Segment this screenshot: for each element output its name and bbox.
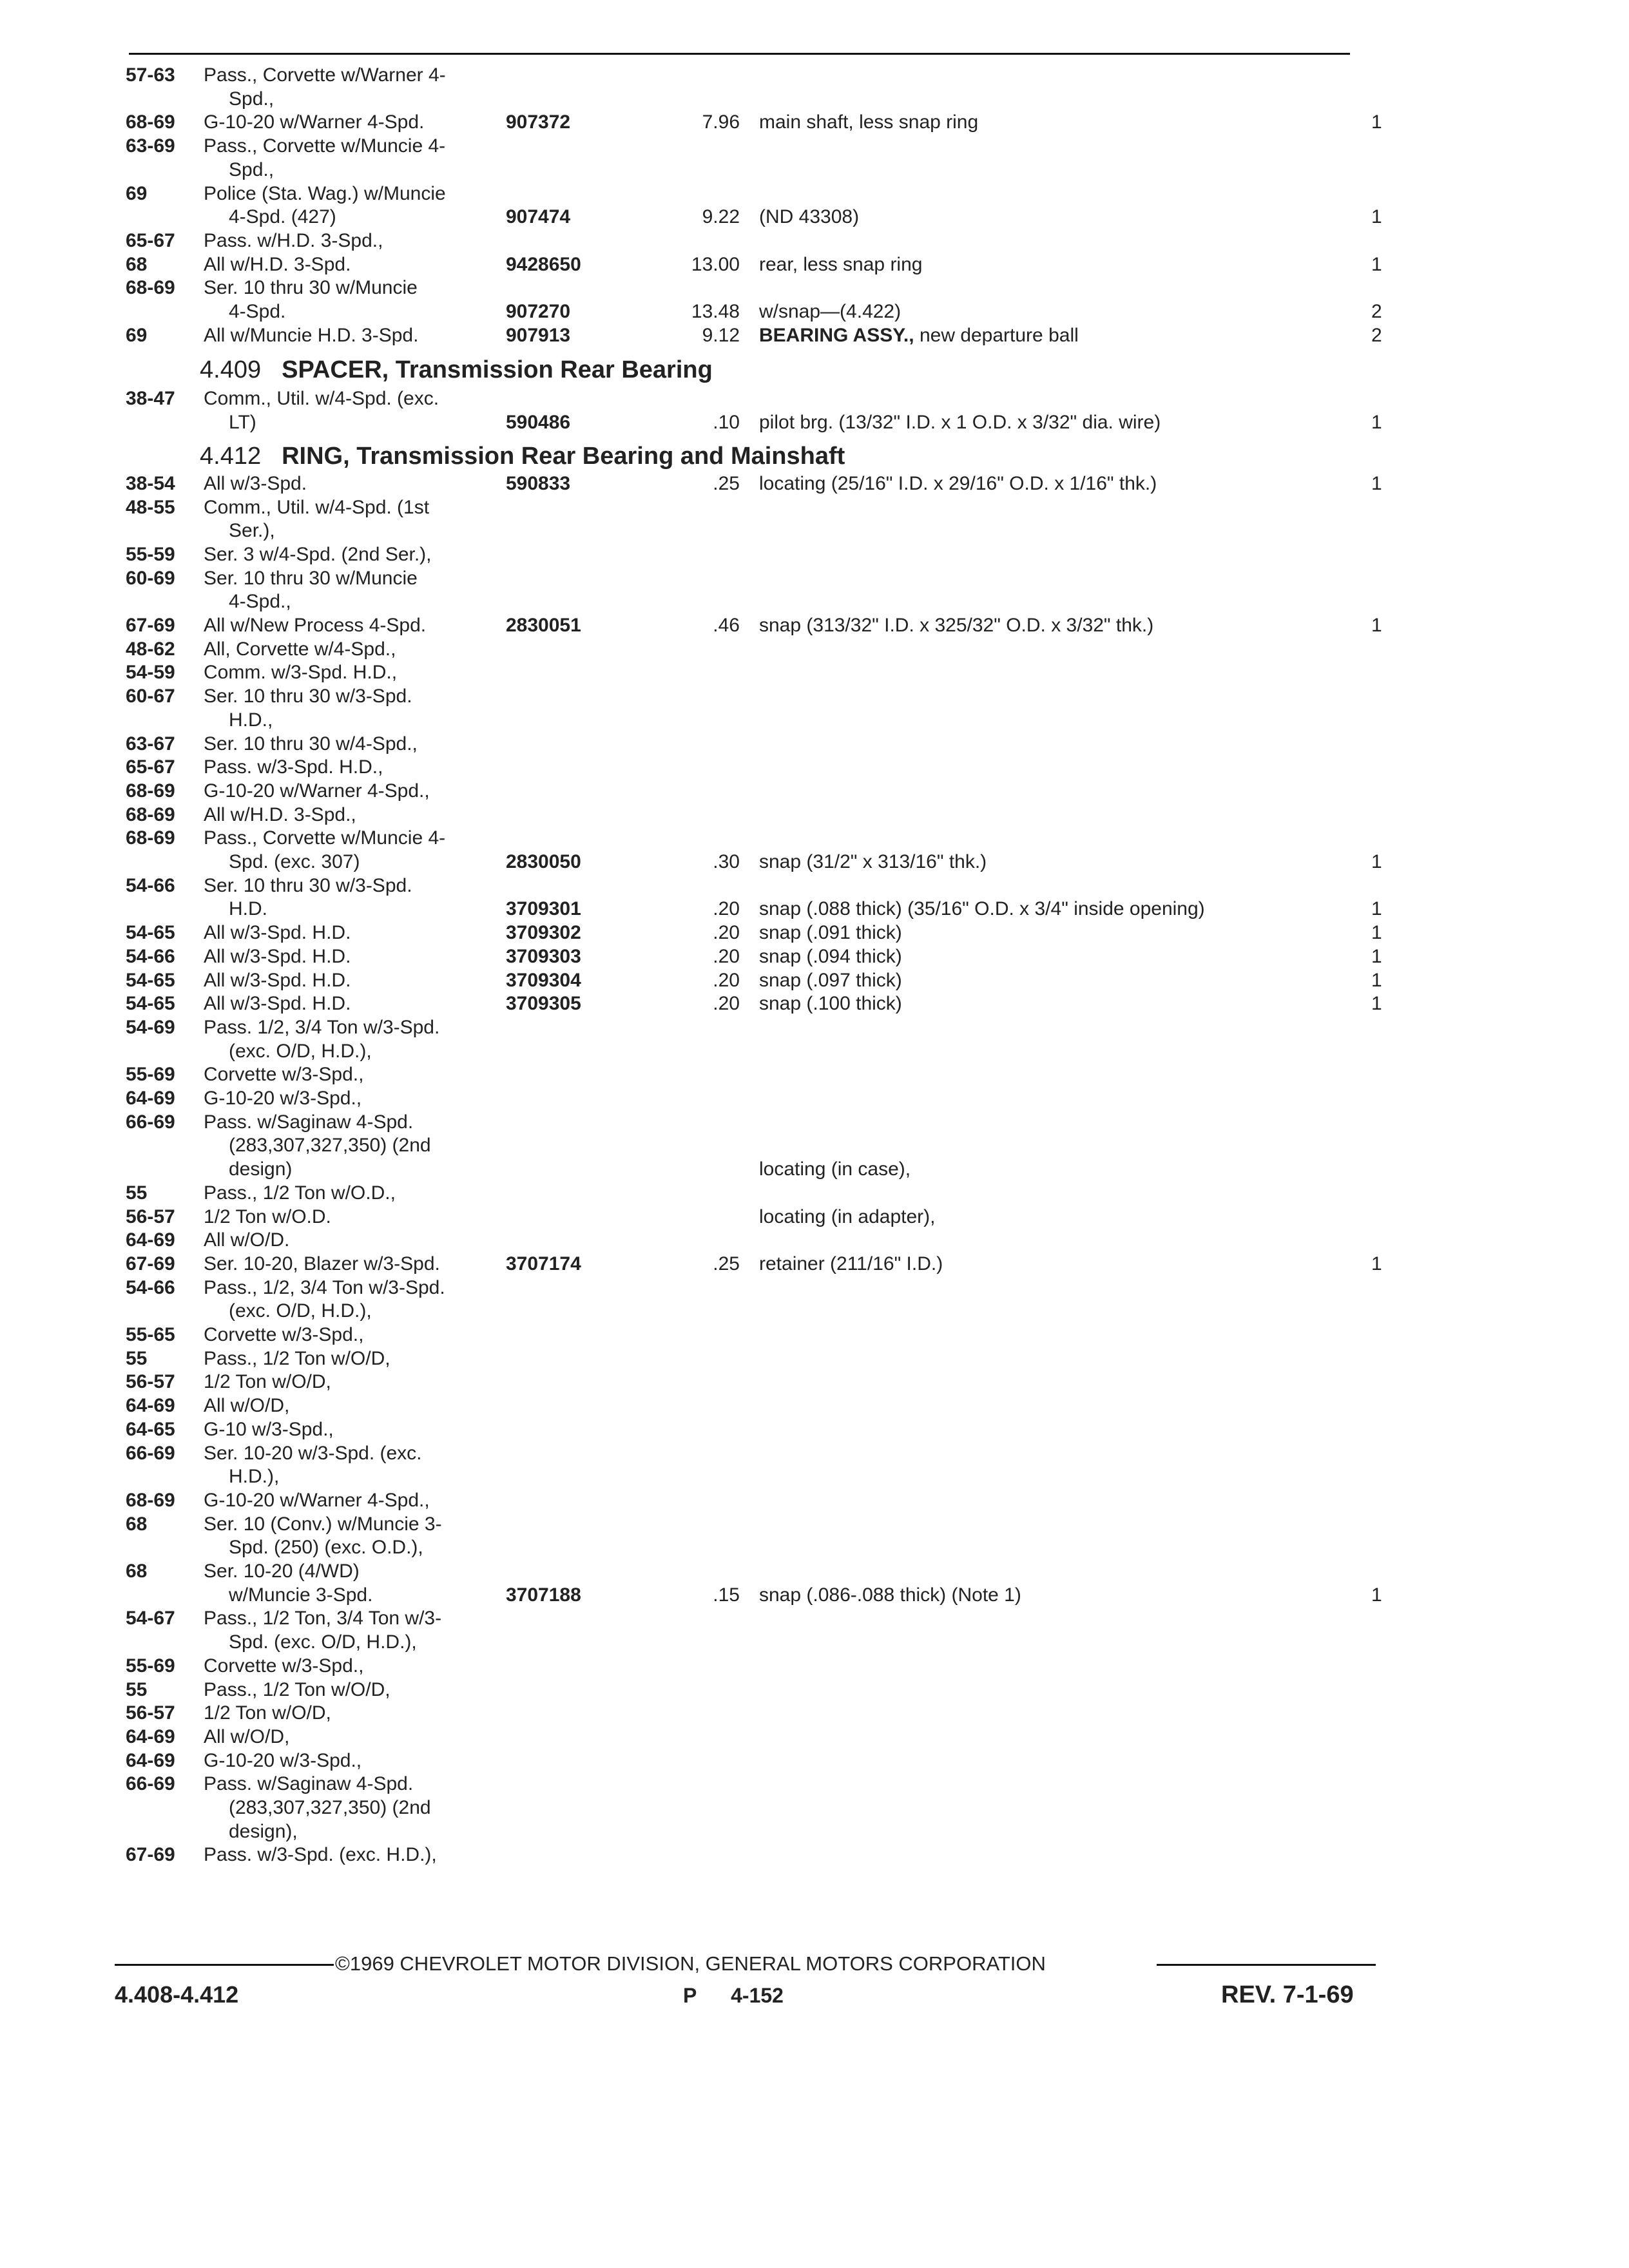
application-text: Pass. w/3-Spd. H.D., [204, 756, 383, 778]
year-range: 66-69 [126, 1442, 175, 1464]
table-row [0, 945, 1629, 968]
description-text: locating (25/16" I.D. x 29/16" O.D. x 1/16" thk.) [759, 472, 1157, 494]
application-text: All w/H.D. 3-Spd., [204, 803, 356, 825]
top-rule [129, 53, 1350, 55]
table-row [0, 779, 1629, 803]
description [759, 968, 902, 992]
part-number: 3707188 [506, 1584, 581, 1606]
year-range: 54-66 [126, 1276, 175, 1298]
table-row [0, 1820, 1629, 1843]
quantity: 1 [1371, 111, 1382, 133]
table-row [0, 590, 1629, 613]
price: 9.22 [702, 206, 740, 228]
description [759, 110, 978, 134]
year-range: 54-59 [126, 662, 175, 684]
section-number: 4.412 [200, 442, 262, 470]
application-text: Ser. 10 thru 30 w/3-Spd. [204, 686, 412, 707]
application-text: All w/H.D. 3-Spd. [204, 253, 351, 275]
year-range: 65-67 [126, 229, 175, 251]
year-range: 54-67 [126, 1608, 175, 1629]
table-row [0, 566, 1629, 590]
application-text: Comm., Util. w/4-Spd. (1st [204, 496, 430, 518]
price: 7.96 [702, 111, 740, 133]
part-number: 3707174 [506, 1253, 581, 1274]
description-text: snap (.097 thick) [759, 969, 902, 991]
application-text: LT) [229, 412, 256, 434]
table-row [0, 1441, 1629, 1465]
table-row [0, 1583, 1629, 1607]
table-row [0, 1606, 1629, 1630]
table-row [0, 921, 1629, 945]
year-range: 55 [126, 1678, 148, 1700]
application-text: Pass., 1/2 Ton w/O/D, [204, 1347, 390, 1369]
price: 9.12 [702, 324, 740, 346]
application-text: Spd. (250) (exc. O.D.), [229, 1537, 423, 1559]
table-row [0, 1796, 1629, 1820]
price: .10 [713, 412, 740, 434]
table-row [0, 1535, 1629, 1559]
table-row [0, 637, 1629, 661]
table-row [0, 1701, 1629, 1725]
section-title: RING, Transmission Rear Bearing and Mainshaft [282, 442, 845, 470]
application-text: (exc. O/D, H.D.), [229, 1300, 372, 1322]
description [759, 945, 902, 968]
year-range: 68-69 [126, 803, 175, 825]
table-row [0, 1678, 1629, 1702]
description [759, 472, 1157, 495]
description-text: locating (in adapter), [759, 1206, 936, 1227]
table-row [0, 1370, 1629, 1394]
price: .20 [713, 993, 740, 1015]
description [759, 410, 1161, 434]
application-text: Pass., Corvette w/Warner 4- [204, 64, 446, 86]
application-text: All w/O/D, [204, 1395, 290, 1417]
application-text: Pass., 1/2 Ton, 3/4 Ton w/3- [204, 1608, 442, 1629]
footer-rule-left [115, 1964, 334, 1966]
application-text: G-10-20 w/Warner 4-Spd. [204, 111, 425, 133]
footer-rule-right [1157, 1964, 1376, 1966]
application-text: Pass., 1/2 Ton w/O.D., [204, 1182, 396, 1204]
table-row [0, 410, 1629, 434]
quantity: 1 [1371, 945, 1382, 967]
table-row [0, 708, 1629, 732]
year-range: 63-67 [126, 733, 175, 754]
description-text: snap (31/2" x 313/16" thk.) [759, 851, 987, 872]
price: .20 [713, 969, 740, 991]
description-text: (ND 43308) [759, 206, 860, 228]
application-text: Corvette w/3-Spd., [204, 1324, 364, 1345]
year-range: 56-57 [126, 1206, 175, 1227]
application-text: All w/3-Spd. H.D. [204, 945, 351, 967]
copyright-text: ©1969 CHEVROLET MOTOR DIVISION, GENERAL MOTORS CORPORATION [335, 1952, 1046, 1975]
table-row [0, 1157, 1629, 1181]
application-text: All w/New Process 4-Spd. [204, 615, 427, 636]
table-row [0, 1039, 1629, 1063]
application-text: (283,307,327,350) (2nd [229, 1135, 431, 1157]
application-text: G-10-20 w/Warner 4-Spd., [204, 1489, 430, 1511]
year-range: 69 [126, 182, 148, 204]
year-range: 54-65 [126, 922, 175, 944]
description-text: new departure ball [914, 324, 1079, 346]
application-text: Pass., Corvette w/Muncie 4- [204, 827, 446, 849]
table-row [0, 1654, 1629, 1678]
description-text: snap (.091 thick) [759, 922, 902, 944]
description-bold: BEARING ASSY., [759, 324, 914, 346]
price: 13.48 [691, 301, 740, 322]
part-number: 3709302 [506, 922, 581, 944]
year-range: 60-67 [126, 686, 175, 707]
table-row [0, 1228, 1629, 1252]
table-row [0, 110, 1629, 134]
application-text: G-10-20 w/3-Spd., [204, 1088, 362, 1109]
table-row [0, 1843, 1629, 1867]
application-text: All w/3-Spd. H.D. [204, 993, 351, 1015]
description-text: retainer (211/16" I.D.) [759, 1253, 943, 1274]
year-range: 55 [126, 1182, 148, 1204]
year-range: 54-66 [126, 945, 175, 967]
year-range: 48-55 [126, 496, 175, 518]
table-row [0, 1086, 1629, 1110]
application-text: Comm. w/3-Spd. H.D., [204, 662, 398, 684]
table-row [0, 276, 1629, 300]
application-text: Ser. 10 thru 30 w/Muncie [204, 567, 418, 589]
description-text: rear, less snap ring [759, 253, 923, 275]
price: .30 [713, 851, 740, 872]
table-row [0, 1488, 1629, 1512]
application-text: G-10 w/3-Spd., [204, 1418, 334, 1440]
application-text: Ser. 10 thru 30 w/4-Spd., [204, 733, 418, 754]
quantity: 1 [1371, 969, 1382, 991]
description-text: locating (in case), [759, 1158, 911, 1180]
application-text: Ser. 10 (Conv.) w/Muncie 3- [204, 1513, 442, 1535]
table-row [0, 1252, 1629, 1276]
quantity: 2 [1371, 301, 1382, 322]
description-text: snap (313/32" I.D. x 325/32" O.D. x 3/32" thk.) [759, 615, 1154, 636]
year-range: 67-69 [126, 1253, 175, 1274]
table-row [0, 660, 1629, 684]
year-range: 55-65 [126, 1324, 175, 1345]
table-row [0, 850, 1629, 874]
year-range: 38-47 [126, 388, 175, 410]
part-number: 3709303 [506, 945, 581, 967]
application-text: Pass. w/Saginaw 4-Spd. [204, 1111, 414, 1133]
table-row [0, 1015, 1629, 1039]
application-text: Pass., 1/2, 3/4 Ton w/3-Spd. [204, 1276, 445, 1298]
application-text: Corvette w/3-Spd., [204, 1064, 364, 1086]
part-number: 3709301 [506, 898, 581, 920]
part-number: 2830050 [506, 851, 581, 872]
table-row [0, 992, 1629, 1015]
table-row [0, 543, 1629, 566]
table-row [0, 1205, 1629, 1229]
section-range: 4.408-4.412 [115, 1981, 239, 2008]
application-text: w/Muncie 3-Spd. [229, 1584, 373, 1606]
price: .15 [713, 1584, 740, 1606]
application-text: Pass. 1/2, 3/4 Ton w/3-Spd. [204, 1016, 440, 1038]
application-text: Ser. 10 thru 30 w/Muncie [204, 277, 418, 299]
year-range: 67-69 [126, 1844, 175, 1866]
year-range: 66-69 [126, 1773, 175, 1795]
application-text: design) [229, 1158, 293, 1180]
year-range: 68-69 [126, 111, 175, 133]
table-row [0, 182, 1629, 206]
application-text: Corvette w/3-Spd., [204, 1655, 364, 1677]
table-row [0, 387, 1629, 410]
year-range: 69 [126, 324, 148, 346]
year-range: 64-69 [126, 1229, 175, 1251]
table-row [0, 253, 1629, 276]
description [759, 850, 987, 874]
application-text: Police (Sta. Wag.) w/Muncie [204, 182, 446, 204]
application-text: Ser. 10-20 (4/WD) [204, 1561, 360, 1582]
application-text: Ser. 3 w/4-Spd. (2nd Ser.), [204, 543, 432, 565]
year-range: 65-67 [126, 756, 175, 778]
table-row [0, 1512, 1629, 1536]
description [759, 921, 902, 945]
year-range: 60-69 [126, 567, 175, 589]
table-row [0, 897, 1629, 921]
description [759, 300, 901, 323]
part-number: 3709304 [506, 969, 581, 991]
application-text: Ser.), [229, 520, 275, 542]
section-heading-4-409 [200, 356, 713, 384]
year-range: 64-69 [126, 1395, 175, 1417]
description-text: snap (.100 thick) [759, 993, 902, 1015]
application-text: (exc. O/D, H.D.), [229, 1040, 372, 1062]
year-range: 68-69 [126, 277, 175, 299]
price: .25 [713, 1253, 740, 1274]
year-range: 54-65 [126, 969, 175, 991]
year-range: 63-69 [126, 135, 175, 157]
price: .20 [713, 922, 740, 944]
application-text: Spd. (exc. O/D, H.D.), [229, 1631, 417, 1653]
application-text: Pass., 1/2 Ton w/O/D, [204, 1678, 390, 1700]
year-range: 67-69 [126, 615, 175, 636]
part-number: 907372 [506, 111, 571, 133]
part-number: 590486 [506, 412, 571, 434]
application-text: 1/2 Ton w/O.D. [204, 1206, 331, 1227]
quantity: 1 [1371, 472, 1382, 494]
quantity: 1 [1371, 615, 1382, 636]
description [759, 613, 1153, 637]
year-range: 64-65 [126, 1418, 175, 1440]
price: 13.00 [691, 253, 740, 275]
application-text: Pass. w/H.D. 3-Spd., [204, 229, 383, 251]
table-row [0, 1347, 1629, 1370]
table-row [0, 826, 1629, 850]
application-text: Spd. (exc. 307) [229, 851, 360, 872]
table-row [0, 323, 1629, 347]
application-text: 4-Spd. [229, 301, 286, 322]
year-range: 55 [126, 1347, 148, 1369]
application-text: Ser. 10 thru 30 w/3-Spd. [204, 874, 412, 896]
part-number: 907913 [506, 324, 571, 346]
description [759, 1583, 1021, 1607]
section-title: SPACER, Transmission Rear Bearing [282, 356, 713, 384]
table-row [0, 968, 1629, 992]
table-row [0, 1772, 1629, 1796]
table-row [0, 1418, 1629, 1441]
table-row [0, 158, 1629, 182]
year-range: 54-69 [126, 1016, 175, 1038]
price: .20 [713, 898, 740, 920]
description-text: w/snap—(4.422) [759, 301, 901, 322]
table-row [0, 1133, 1629, 1157]
year-range: 68 [126, 253, 148, 275]
application-text: design), [229, 1820, 298, 1842]
year-range: 64-69 [126, 1725, 175, 1747]
quantity: 1 [1371, 898, 1382, 920]
description-text: pilot brg. (13/32" I.D. x 1 O.D. x 3/32" dia. wire) [759, 412, 1161, 434]
price: .20 [713, 945, 740, 967]
year-range: 38-54 [126, 472, 175, 494]
table-row [0, 1323, 1629, 1347]
table-row [0, 495, 1629, 519]
description [759, 897, 1205, 921]
description-text: snap (.088 thick) (35/16" O.D. x 3/4" inside opening) [759, 898, 1205, 920]
year-range: 64-69 [126, 1088, 175, 1109]
footer-refs [0, 1981, 1629, 2012]
table-row [0, 1749, 1629, 1773]
year-range: 55-69 [126, 1655, 175, 1677]
application-text: 4-Spd. (427) [229, 206, 336, 228]
table-row [0, 613, 1629, 637]
quantity: 1 [1371, 1253, 1382, 1274]
section-heading-4-412 [200, 442, 845, 470]
description [759, 1252, 943, 1276]
description [759, 253, 922, 276]
description-text: snap (.086-.088 thick) (Note 1) [759, 1584, 1021, 1606]
year-range: 68 [126, 1561, 148, 1582]
description [759, 205, 859, 229]
year-range: 55-69 [126, 1064, 175, 1086]
description-text: main shaft, less snap ring [759, 111, 979, 133]
table-row [0, 1465, 1629, 1488]
application-text: 1/2 Ton w/O/D, [204, 1702, 331, 1724]
application-text: H.D.), [229, 1466, 280, 1488]
year-range: 54-65 [126, 993, 175, 1015]
application-text: All w/O/D. [204, 1229, 290, 1251]
table-row [0, 519, 1629, 543]
year-range: 68-69 [126, 780, 175, 802]
year-range: 66-69 [126, 1111, 175, 1133]
table-row [0, 1725, 1629, 1749]
application-text: Pass. w/3-Spd. (exc. H.D.), [204, 1844, 437, 1866]
application-text: All w/Muncie H.D. 3-Spd. [204, 324, 419, 346]
table-row [0, 300, 1629, 323]
table-row [0, 1276, 1629, 1300]
table-row [0, 755, 1629, 779]
year-range: 54-66 [126, 874, 175, 896]
description [759, 1157, 911, 1181]
application-text: 4-Spd., [229, 591, 291, 613]
quantity: 1 [1371, 253, 1382, 275]
application-text: Pass. w/Saginaw 4-Spd. [204, 1773, 414, 1795]
application-text: Comm., Util. w/4-Spd. (exc. [204, 388, 439, 410]
footer-copyright-line [0, 1950, 1629, 1978]
application-text: All w/3-Spd. H.D. [204, 969, 351, 991]
year-range: 48-62 [126, 638, 175, 660]
application-text: All w/3-Spd. [204, 472, 307, 494]
page-number: P 4-152 [683, 1984, 784, 2007]
table-row [0, 1062, 1629, 1086]
part-number: 2830051 [506, 615, 581, 636]
part-number: 907270 [506, 301, 571, 322]
application-text: H.D., [229, 709, 273, 731]
quantity: 1 [1371, 851, 1382, 872]
year-range: 64-69 [126, 1749, 175, 1771]
description [759, 323, 1079, 347]
quantity: 1 [1371, 993, 1382, 1015]
application-text: All w/O/D, [204, 1725, 290, 1747]
part-number: 3709305 [506, 993, 581, 1015]
part-number: 590833 [506, 472, 571, 494]
quantity: 1 [1371, 206, 1382, 228]
table-row [0, 1299, 1629, 1323]
application-text: Spd., [229, 159, 275, 180]
application-text: Pass., Corvette w/Muncie 4- [204, 135, 446, 157]
quantity: 1 [1371, 922, 1382, 944]
table-row [0, 1559, 1629, 1583]
table-row [0, 874, 1629, 898]
application-text: G-10-20 w/3-Spd., [204, 1749, 362, 1771]
table-row [0, 684, 1629, 708]
section-number: 4.409 [200, 356, 262, 384]
application-text: All, Corvette w/4-Spd., [204, 638, 396, 660]
application-text: Ser. 10-20 w/3-Spd. (exc. [204, 1442, 422, 1464]
table-row [0, 1630, 1629, 1654]
table-row [0, 205, 1629, 229]
table-row [0, 1110, 1629, 1134]
price: .46 [713, 615, 740, 636]
year-range: 55-59 [126, 543, 175, 565]
table-row [0, 803, 1629, 827]
year-range: 68 [126, 1513, 148, 1535]
revision-date: REV. 7-1-69 [1221, 1981, 1354, 2008]
year-range: 56-57 [126, 1702, 175, 1724]
application-text: Ser. 10-20, Blazer w/3-Spd. [204, 1253, 440, 1274]
quantity: 1 [1371, 1584, 1382, 1606]
quantity: 1 [1371, 412, 1382, 434]
application-text: H.D. [229, 898, 267, 920]
table-row [0, 229, 1629, 253]
description-text: snap (.094 thick) [759, 945, 902, 967]
application-text: Spd., [229, 88, 275, 110]
year-range: 57-63 [126, 64, 175, 86]
table-row [0, 472, 1629, 495]
description [759, 1205, 936, 1229]
part-number: 9428650 [506, 253, 581, 275]
table-row [0, 134, 1629, 158]
application-text: G-10-20 w/Warner 4-Spd., [204, 780, 430, 802]
price: .25 [713, 472, 740, 494]
quantity: 2 [1371, 324, 1382, 346]
table-row [0, 87, 1629, 111]
application-text: 1/2 Ton w/O/D, [204, 1371, 331, 1393]
description [759, 992, 902, 1015]
year-range: 56-57 [126, 1371, 175, 1393]
year-range: 68-69 [126, 1489, 175, 1511]
table-row [0, 732, 1629, 756]
application-text: (283,307,327,350) (2nd [229, 1797, 431, 1818]
year-range: 68-69 [126, 827, 175, 849]
part-number: 907474 [506, 206, 571, 228]
application-text: All w/3-Spd. H.D. [204, 922, 351, 944]
table-row [0, 1181, 1629, 1205]
table-row [0, 1394, 1629, 1418]
table-row [0, 63, 1629, 87]
